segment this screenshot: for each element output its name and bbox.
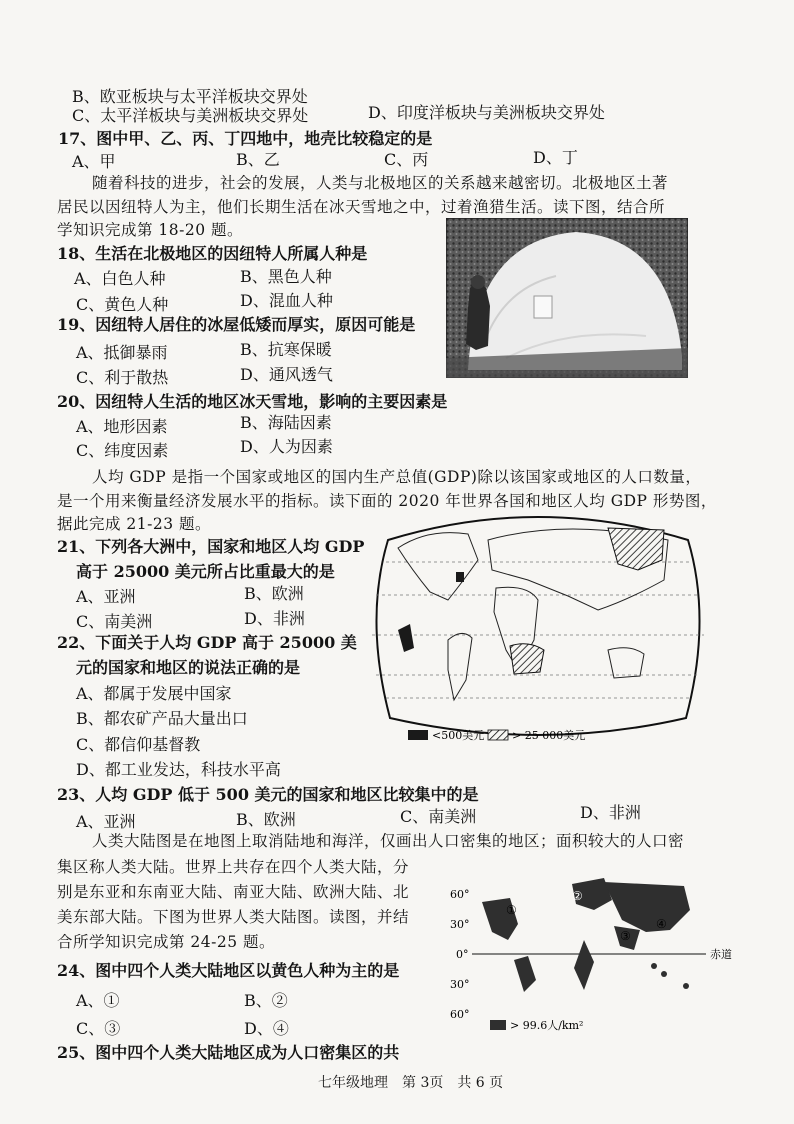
equator-label: 赤道 xyxy=(710,948,732,961)
high-gdp-australia xyxy=(510,644,544,674)
option-21c: C、南美洲 xyxy=(76,612,153,631)
option-18b: B、黑色人种 xyxy=(240,267,332,286)
passage-gdp-3: 据此完成 21-23 题。 xyxy=(57,515,212,533)
lat-60n: 60° xyxy=(450,888,470,901)
option-24a: A、① xyxy=(76,991,120,1010)
option-24d: D、④ xyxy=(244,1019,289,1038)
question-22-cont: 元的国家和地区的说法正确的是 xyxy=(76,658,301,677)
option-23c: C、南美洲 xyxy=(400,807,477,826)
option-16b: B、欧亚板块与太平洋板块交界处 xyxy=(72,87,308,106)
density-legend-label: > 99.6人/km² xyxy=(510,1019,584,1032)
option-21d: D、非洲 xyxy=(244,609,305,628)
option-16d: D、印度洋板块与美洲板块交界处 xyxy=(368,103,605,122)
marker-1: ① xyxy=(506,903,517,917)
lat-30n: 30° xyxy=(450,918,470,931)
marker-4: ④ xyxy=(656,917,667,931)
option-23d: D、非洲 xyxy=(580,803,641,822)
option-22c: C、都信仰基督教 xyxy=(76,735,201,754)
option-19d: D、通风透气 xyxy=(240,365,333,384)
region-asia xyxy=(604,882,690,932)
passage-human-3: 别是东亚和东南亚大陆、南亚大陆、欧洲大陆、北 xyxy=(57,883,410,901)
igloo-photo xyxy=(446,218,688,378)
option-22a: A、都属于发展中国家 xyxy=(76,684,232,703)
passage-arctic-2: 居民以因纽特人为主，他们长期生活在冰天雪地之中，过着渔猎生活。读下图，结合所 xyxy=(57,198,666,216)
lat-60s: 60° xyxy=(450,1008,470,1021)
option-19a: A、抵御暴雨 xyxy=(76,343,168,362)
passage-human-1: 人类大陆图是在地图上取消陆地和海洋，仅画出人口密集的地区；面积较大的人口密 xyxy=(92,832,685,850)
question-21: 21、下列各大洲中，国家和地区人均 GDP xyxy=(57,537,365,556)
marker-2: ② xyxy=(572,889,583,903)
population-density-map xyxy=(444,870,744,1040)
option-17a: A、甲 xyxy=(72,152,116,171)
marker-3: ③ xyxy=(620,929,631,943)
option-20a: A、地形因素 xyxy=(76,417,168,436)
legend-high-swatch xyxy=(488,730,508,740)
option-20b: B、海陆因素 xyxy=(240,413,332,432)
legend-low-label: <500美元 xyxy=(432,729,485,742)
passage-arctic-1: 随着科技的进步，社会的发展，人类与北极地区的关系越来越密切。北极地区土著 xyxy=(92,174,669,192)
question-24: 24、图中四个人类大陆地区以黄色人种为主的是 xyxy=(57,961,400,980)
option-18a: A、白色人种 xyxy=(74,269,166,288)
option-18d: D、混血人种 xyxy=(240,291,333,310)
option-17b: B、乙 xyxy=(236,150,280,169)
option-18c: C、黄色人种 xyxy=(76,295,169,314)
option-20c: C、纬度因素 xyxy=(76,441,169,460)
passage-human-5: 合所学知识完成第 24-25 题。 xyxy=(57,933,276,951)
option-19b: B、抗寒保暖 xyxy=(240,340,332,359)
question-19: 19、因纽特人居住的冰屋低矮而厚实，原因可能是 xyxy=(57,315,416,334)
question-25: 25、图中四个人类大陆地区成为人口密集区的共 xyxy=(57,1043,400,1062)
question-21-cont: 高于 25000 美元所占比重最大的是 xyxy=(76,562,335,581)
lat-0: 0° xyxy=(456,948,469,961)
option-21b: B、欧洲 xyxy=(244,584,304,603)
option-17c: C、丙 xyxy=(384,150,429,169)
legend-low-swatch xyxy=(408,730,428,740)
option-16c: C、太平洋板块与美洲板块交界处 xyxy=(72,106,309,125)
question-20: 20、因纽特人生活的地区冰天雪地，影响的主要因素是 xyxy=(57,392,448,411)
option-20d: D、人为因素 xyxy=(240,437,333,456)
igloo-doorway xyxy=(534,296,552,318)
page-footer: 七年级地理 第 3页 共 6 页 xyxy=(318,1075,504,1091)
passage-gdp-2: 是一个用来衡量经济发展水平的指标。读下面的 2020 年世界各国和地区人均 GDP 形势图， xyxy=(57,492,717,510)
question-23: 23、人均 GDP 低于 500 美元的国家和地区比较集中的是 xyxy=(57,785,479,804)
question-18: 18、生活在北极地区的因纽特人所属人种是 xyxy=(57,244,368,263)
option-21a: A、亚洲 xyxy=(76,587,136,606)
question-22: 22、下面关于人均 GDP 高于 25000 美 xyxy=(57,633,357,652)
option-23b: B、欧洲 xyxy=(236,810,296,829)
passage-human-2: 集区称人类大陆。世界上共存在四个人类大陆，分 xyxy=(57,858,410,876)
option-19c: C、利于散热 xyxy=(76,368,169,387)
option-23a: A、亚洲 xyxy=(76,812,136,831)
option-22b: B、都农矿产品大量出口 xyxy=(76,709,248,728)
legend-high-label: > 25 000美元 xyxy=(512,729,586,742)
gdp-world-map xyxy=(368,500,708,752)
passage-human-4: 美东部大陆。下图为世界人类大陆图。读图，并结 xyxy=(57,908,410,926)
question-17: 17、图中甲、乙、丙、丁四地中，地壳比较稳定的是 xyxy=(58,129,433,148)
option-24b: B、② xyxy=(244,991,288,1010)
option-24c: C、③ xyxy=(76,1019,121,1038)
option-22d: D、都工业发达，科技水平高 xyxy=(76,760,281,779)
lat-30s: 30° xyxy=(450,978,470,991)
passage-gdp-1: 人均 GDP 是指一个国家或地区的国内生产总值(GDP)除以该国家或地区的人口数量， xyxy=(92,468,702,486)
density-legend-swatch xyxy=(490,1020,506,1030)
person-figure xyxy=(466,284,490,350)
option-17d: D、丁 xyxy=(533,148,578,167)
passage-arctic-3: 学知识完成第 18-20 题。 xyxy=(57,221,244,239)
